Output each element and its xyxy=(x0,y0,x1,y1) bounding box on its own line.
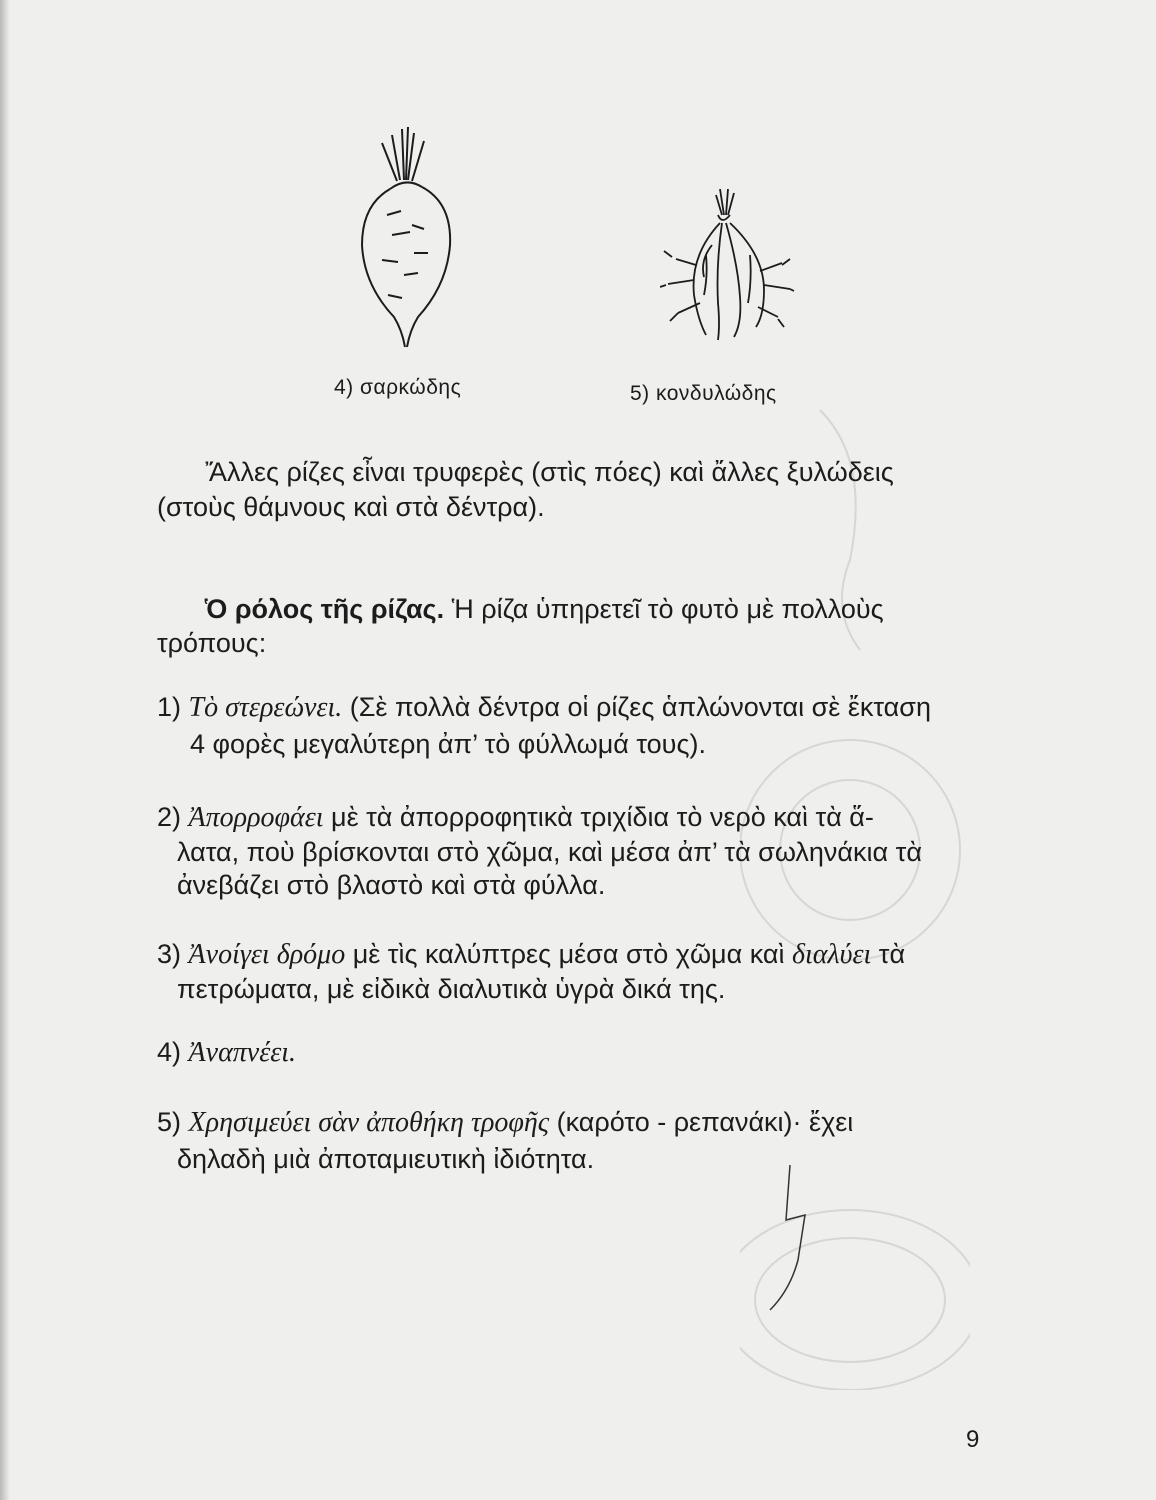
list-item-number: 1) xyxy=(157,692,182,722)
page-number: 9 xyxy=(966,1426,980,1453)
list-item-2-line-1 xyxy=(157,800,874,835)
section-intro-line-2: τρόπους: xyxy=(157,628,267,658)
section-intro-text: Ἡ ρίζα ὑπηρετεῖ τὸ φυτὸ μὲ πολλοὺς xyxy=(444,594,884,624)
list-item-3-line-2: πετρώματα, μὲ εἰδικὰ διαλυτικὰ ὑγρὰ δικά της. xyxy=(177,974,726,1004)
section-intro-line-1 xyxy=(205,592,884,627)
paragraph-1-line-2: (στοὺς θάμνους καὶ στὰ δέντρα). xyxy=(157,492,545,522)
list-item-italic: Τὸ στερεώνει. xyxy=(188,692,343,723)
list-item-5-line-1 xyxy=(157,1105,853,1140)
list-item-2-line-3: ἀνεβάζει στὸ βλαστὸ καὶ στὰ φύλλα. xyxy=(177,870,606,900)
list-item-number: 5) xyxy=(157,1107,182,1137)
list-item-1-line-2: 4 φορὲς μεγαλύτερη ἀπ’ τὸ φύλλωμά τους). xyxy=(190,729,706,759)
list-item-italic: Ἀπορροφάει xyxy=(188,802,324,833)
list-item-text: μὲ τὰ ἀπορροφητικὰ τριχίδια τὸ νερὸ καὶ τὰ ἅ- xyxy=(323,802,874,832)
figure-caption-fleshy: 4) σαρκώδης xyxy=(334,376,462,399)
list-item-italic: Ἀνοίγει δρόμο xyxy=(188,939,346,970)
page-edge-shadow xyxy=(0,0,10,1500)
list-item-italic: Χρησιμεύει σὰν ἀποθήκη τροφῆς xyxy=(188,1107,550,1138)
list-item-number: 4) xyxy=(157,1037,182,1067)
fleshy-root-icon xyxy=(352,125,462,350)
list-item-text: μὲ τὶς καλύπτρες μέσα στὸ χῶμα καὶ xyxy=(345,939,792,969)
list-item-number: 3) xyxy=(157,939,182,969)
list-item-4-line-1 xyxy=(157,1035,296,1070)
list-item-text: (καρότο - ρεπανάκι)· ἔχει xyxy=(549,1107,854,1137)
list-item-number: 2) xyxy=(157,802,182,832)
pen-mark xyxy=(760,1160,820,1320)
paragraph-1-line-1: Ἄλλες ρίζες εἶναι τρυφερὲς (στὶς πόες) καὶ ἄλλες ξυλώδεις xyxy=(205,457,894,487)
list-item-text: (Σὲ πολλὰ δέντρα οἱ ρίζες ἁπλώνονται σὲ ἔκταση xyxy=(342,692,931,722)
list-item-italic-2: διαλύει xyxy=(792,939,872,970)
list-item-5-line-2: δηλαδὴ μιὰ ἀποταμιευτικὴ ἰδιότητα. xyxy=(177,1144,595,1174)
list-item-text-end: τὰ xyxy=(871,939,906,969)
figure-caption-tuberous: 5) κονδυλώδης xyxy=(630,382,777,405)
tuberous-root-icon xyxy=(660,185,795,345)
section-heading: Ὁ ρόλος τῆς ρίζας. xyxy=(205,594,445,624)
list-item-3-line-1 xyxy=(157,937,905,972)
list-item-italic: Ἀναπνέει. xyxy=(188,1037,297,1068)
list-item-2-line-2: λατα, ποὺ βρίσκονται στὸ χῶμα, καὶ μέσα ἀπ’ τὰ σωληνάκια τὰ xyxy=(177,837,922,867)
list-item-1-line-1 xyxy=(157,690,931,725)
